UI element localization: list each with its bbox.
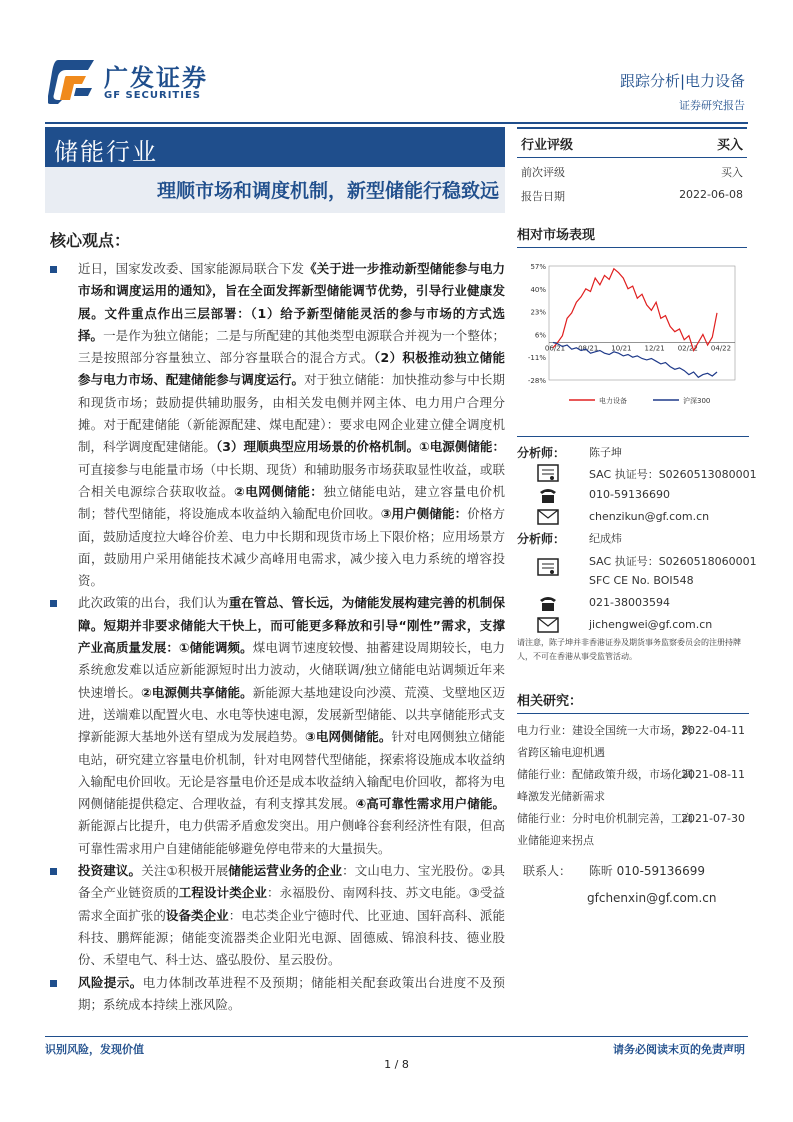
research-item[interactable]: 储能行业：分时电价机制完善，工商业储能迎来拐点 2021-07-30 [517,812,745,847]
analyst-1-sac: SAC 执证号：S0260513080001 [589,468,757,481]
paragraph-policy: 近日，国家发改委、国家能源局联合下发《关于进一步推动新型储能参与电力市场和调度运用的通知》，旨在全面发挥新型储能调节优势，引导行业健康发展。文件重点作出三层部署：（1）给予新型储能灵活的参与市场的方式选择。一是作为独立储能；二是与所配建的其他类型电源联合并视为一个整体；三是按照部分容量独立、部分容量联合的混合方式。（2）积极推动独立储能参与电力市场、配建储能参与调度运行。对于独立储能：加快推动参与中长期和现货市场；鼓励提供辅助服务，由相关发电侧并网主体、电力用户合理分摊。对于配建储能（新能源配建、煤电配建）：要求电网企业建立健全调度机制，科学调度配建储能。（3）理顺典型应用场景的价格机制。①电源侧储能：可直接参与电能量市场（中长期、现货）和辅助服务市场获取显性收益，或联合相关电源综合获取收益。②电网侧储能：独立储能电站，建立容量电价机制；替代型储能，将设施成本收益纳入输配电价回收。③用户侧储能：价格方面，鼓励适度拉大峰谷价差、电力中长期和现货市场上下限价格；应用场景方面，鼓励用户采用储能技术减少高峰用电需求，减少接入电力系统的增容投资。 [50,258,505,592]
analysts-section [517,440,757,640]
analyst-1-phone: 010-59136690 [589,488,670,501]
footer-divider [45,1036,748,1037]
y-tick-label: -11% [527,354,546,363]
sector-title: 储能行业 [54,138,158,166]
page-number: 1 / 8 [384,1058,409,1071]
phone-icon [537,594,559,612]
certificate-icon [537,558,559,576]
rating-box [517,127,747,204]
x-tick-label: 12/21 [644,344,665,353]
analyst-2-sfc: SFC CE No. BOI548 [589,574,694,587]
rating-label: 行业评级 [521,138,574,153]
report-date-value: 2022-06-08 [679,188,743,201]
report-subtype: 证券研究报告 [679,99,745,112]
y-tick-label: 23% [530,308,546,317]
header-divider [45,122,748,124]
bullet-icon [50,868,57,875]
analyst-label-2: 分析师： [517,532,566,546]
y-tick-label: -28% [527,377,546,385]
bullet-icon [50,980,57,987]
relative-performance-chart [517,244,747,414]
analyst-2-name: 纪成炜 [589,532,622,545]
contact-label: 联系人： [523,864,572,878]
report-type: 跟踪分析|电力设备 [619,72,745,90]
footer-disclaimer[interactable]: 请务必阅读末页的免责声明 [613,1043,745,1056]
x-tick-label: 04/22 [710,344,732,353]
x-tick-label: 10/21 [611,344,632,353]
gf-logo-icon [48,56,100,106]
y-tick-label: 57% [530,263,546,271]
research-label: 相关研究： [517,694,583,709]
series-line-1 [553,269,717,351]
report-date-label: 报告日期 [521,190,565,203]
legend-label: 电力设备 [599,397,627,405]
bullet-icon [50,266,57,273]
email-icon [537,616,559,634]
footer-slogan: 识别风险，发现价值 [45,1043,144,1056]
report-header [620,70,745,113]
email-icon [537,508,559,526]
analyst-2-sac: SAC 执证号：S0260518060001 [589,555,757,568]
contact-section [523,862,717,905]
contact-name-phone: 陈昕 010-59136699 [588,864,705,878]
logo-text-cn: 广发证券 [104,64,208,92]
related-research [517,690,749,852]
chart-title: 相对市场表现 [517,228,596,243]
phone-icon [537,486,559,504]
paragraph-risk: 风险提示。电力体制改革进程不及预期；储能相关配套政策出台进度不及预期；系统成本持续上涨风险。 [50,972,505,1017]
chart-frame [549,266,735,380]
research-item[interactable]: 电力行业：建设全国统一大市场，跨省跨区输电迎机遇 2022-04-11 [517,724,745,759]
analyst-1-email[interactable]: chenzikun@gf.com.cn [589,510,710,523]
prev-rating-label: 前次评级 [521,166,565,179]
bullet-icon [50,600,57,607]
analyst-2-phone: 021-38003594 [589,596,670,609]
x-tick-label: 08/21 [578,344,599,353]
y-tick-label: 40% [530,285,546,294]
logo-text-en: GF SECURITIES [104,90,202,101]
x-tick-label: 06/21 [544,344,566,353]
paragraph-investment: 投资建议。关注①积极开展储能运营业务的企业：文山电力、宝光股份。②具备全产业链资质的工程设计类企业：永福股份、南网科技、苏文电能。③受益需求全面扩张的设备类企业：电芯类企业宁德时代、比亚迪、国轩高科、派能科技、鹏辉能源；储能变流器类企业阳光电源、固德威、锦浪科技、德业股份、禾望电气、科士达、盛弘股份、星云股份。 [50,860,505,971]
x-tick-label: 02/22 [677,344,698,353]
legend-label: 沪深300 [683,397,711,405]
core-view-heading: 核心观点： [50,231,131,250]
contact-email[interactable]: gfchenxin@gf.com.cn [587,891,717,905]
analyst-label: 分析师： [517,446,566,460]
analyst-note: 请注意，陈子坤并非香港证券及期货事务监察委员会的注册持牌人，不可在香港从事受监管活动。 [517,638,741,661]
certificate-icon [537,464,559,482]
core-view-body [50,258,505,1016]
analyst-1-name: 陈子坤 [589,446,622,459]
paragraph-analysis: 此次政策的出台，我们认为重在管总、管长远，为储能发展构建完善的机制保障。短期并非要求储能大干快上，而可能更多释放和引导“刚性”需求，支撑产业高质量发展：①储能调频。煤电调节速度较慢、抽蓄建设周期较长，电力系统愈发难以适应新能源短时出力波动，火储联调/独立储能电站调频近年来快速增长。②电源侧共享储能。新能源大基地建设向沙漠、荒漠、戈壁地区迈进，送端难以配置火电、水电等快速电源，发展新型储能、以共享储能形式支撑新能源大基地外送有望成为发展趋势。③电网侧储能。针对电网侧独立储能电站，研究建立容量电价机制，针对电网替代型储能，探索将设施成本收益纳入输配电价回收。无论是容量电价还是成本收益纳入输配电价回收，都将为电网侧储能提供稳定、合理收益，有利支撑其发展。④高可靠性需求用户储能。新能源占比提升，电力供需矛盾愈发突出。用户侧峰谷套利经济性有限，但高可靠性需求用户自建储能能够避免停电带来的大量损失。 [50,592,505,860]
prev-rating-value: 买入 [721,166,743,179]
research-item[interactable]: 储能行业：配储政策升级，市场化调峰激发光储新需求 2021-08-11 [517,768,745,803]
rating-value: 买入 [716,138,743,153]
analyst-2-email[interactable]: jichengwei@gf.com.cn [589,618,713,631]
y-tick-label: 6% [534,331,546,340]
report-title: 理顺市场和调度机制，新型储能行稳致远 [156,180,499,202]
